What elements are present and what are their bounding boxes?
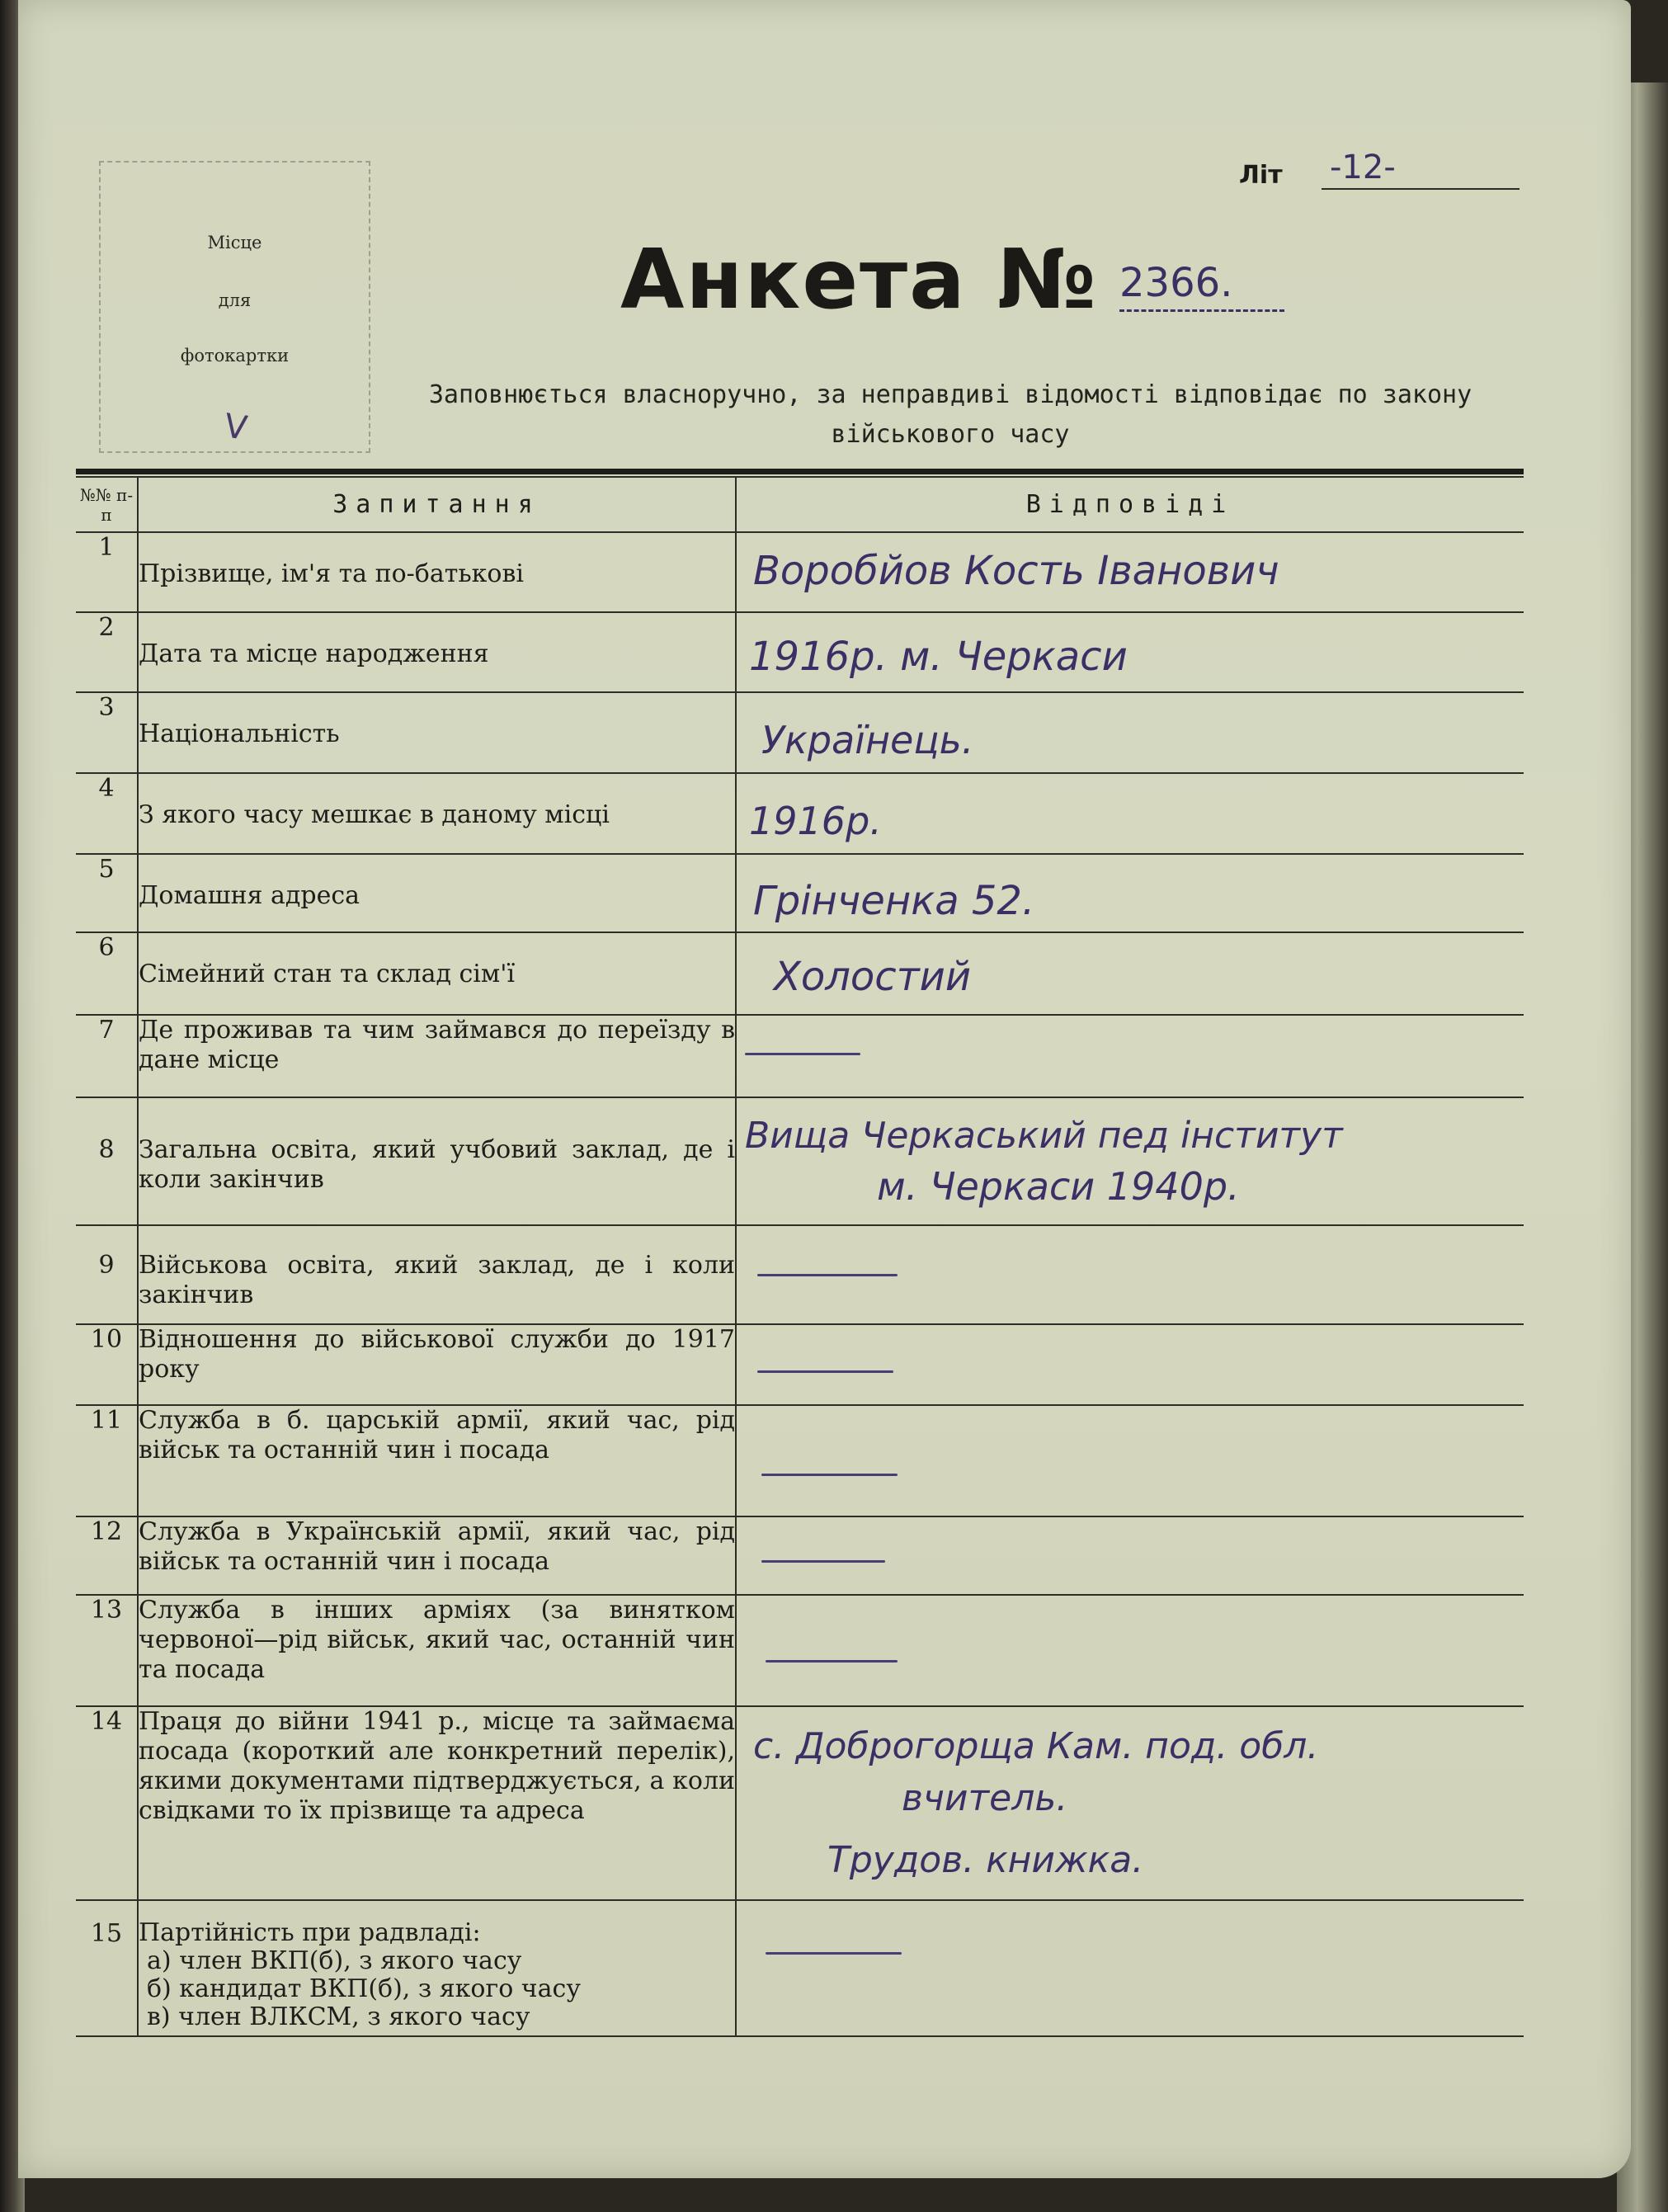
table-row (76, 1900, 1524, 2036)
column-header-answer: Відповіді (736, 477, 1524, 532)
table-row (76, 1015, 1524, 1097)
table-row (76, 773, 1524, 854)
party-question-a: а) член ВКП(б), з якого часу (147, 1946, 522, 1975)
row-answer (736, 773, 1524, 854)
row-answer (736, 854, 1524, 932)
table-row (76, 1706, 1524, 1900)
handwritten-answer[interactable]: Воробйов Кость Іванович (753, 548, 1279, 594)
row-number: 5 (76, 854, 138, 932)
handwritten-answer[interactable]: 1916р. (749, 799, 882, 843)
handwritten-check-mark: V (221, 407, 250, 448)
row-question: Сімейний стан та склад сім'ї (138, 932, 736, 1015)
table-row (76, 532, 1524, 612)
handwritten-dash (757, 1274, 898, 1276)
row-number: 9 (76, 1225, 138, 1324)
row-number: 14 (76, 1706, 138, 1900)
handwritten-dash (745, 1053, 860, 1055)
row-number: 1 (76, 532, 138, 612)
header-rule (76, 469, 1524, 474)
row-question: Домашня адреса (138, 854, 736, 932)
row-number: 15 (76, 1900, 138, 2036)
handwritten-dash (761, 1474, 898, 1476)
handwritten-answer[interactable]: Вища Черкаський пед інститут (745, 1115, 1343, 1157)
row-answer (736, 1405, 1524, 1516)
row-question: З якого часу мешкає в даному місці (138, 773, 736, 854)
photo-label-2: для (218, 290, 252, 310)
handwritten-answer[interactable]: Холостий (774, 954, 972, 1000)
table-row (76, 932, 1524, 1015)
row-question: Служба в Українській армії, який час, рід військ та останній чин і посада (138, 1516, 736, 1595)
table-row (76, 1516, 1524, 1595)
row-question: Прізвище, ім'я та по-батькові (138, 532, 736, 612)
row-answer (736, 612, 1524, 692)
handwritten-dash (766, 1952, 902, 1955)
column-header-number: №№ п-п (76, 477, 138, 532)
row-number: 8 (76, 1097, 138, 1225)
handwritten-answer[interactable]: 1916р. м. Черкаси (749, 634, 1128, 680)
sheet-number: -12- (1322, 149, 1520, 190)
handwritten-answer-line-2[interactable]: м. Черкаси 1940р. (877, 1164, 1240, 1209)
handwritten-dash (766, 1660, 898, 1663)
row-number: 2 (76, 612, 138, 692)
row-answer (736, 1015, 1524, 1097)
photo-label-3: фотокартки (180, 346, 290, 366)
row-answer (736, 932, 1524, 1015)
table-header-row (76, 477, 1524, 532)
row-number: 10 (76, 1324, 138, 1405)
row-answer (736, 1097, 1524, 1225)
form-number: 2366. (1119, 260, 1284, 312)
row-question: Загальна освіта, який учбовий заклад, де і коли закінчив (138, 1097, 736, 1225)
instruction-line-1: Заповнюється власноручно, за неправдиві відомості відповідає по закону (428, 380, 1472, 409)
table-row (76, 692, 1524, 773)
row-question: Національність (138, 692, 736, 773)
photo-label-1: Місце (207, 233, 262, 252)
row-answer (736, 1595, 1524, 1706)
handwritten-dash (761, 1560, 885, 1563)
row-answer (736, 1225, 1524, 1324)
row-answer (736, 1324, 1524, 1405)
row-question (138, 1900, 736, 2036)
row-number: 6 (76, 932, 138, 1015)
table-row (76, 854, 1524, 932)
table-row (76, 1405, 1524, 1516)
handwritten-answer[interactable]: Українець. (761, 718, 974, 762)
instruction-line-2: військового часу (831, 420, 1070, 449)
row-question: Де проживав та чим займався до переїзду в дане місце (138, 1015, 736, 1097)
row-number: 3 (76, 692, 138, 773)
column-header-question: Запитання (138, 477, 736, 532)
row-number: 7 (76, 1015, 138, 1097)
document-page (18, 0, 1631, 2178)
row-question: Служба в б. царській армії, який час, рід військ та останній чин і посада (138, 1405, 736, 1516)
sheet-label: Літ (1239, 161, 1283, 190)
table-row (76, 1595, 1524, 1706)
party-question: Партійність при радвладі: (139, 1918, 481, 1947)
row-answer (736, 532, 1524, 612)
row-question: Дата та місце народження (138, 612, 736, 692)
row-number: 11 (76, 1405, 138, 1516)
handwritten-answer[interactable]: Грінченка 52. (753, 878, 1035, 924)
row-question: Праця до війни 1941 р., місце та займаєма посада (короткий але конкретний перелік), якими документами підтверджується, а коли свідками то їх прізвище та адреса (138, 1706, 736, 1900)
row-answer (736, 692, 1524, 773)
handwritten-answer[interactable]: с. Доброгорща Кам. под. обл. (753, 1725, 1319, 1767)
row-number: 12 (76, 1516, 138, 1595)
table-row (76, 1324, 1524, 1405)
row-answer (736, 1900, 1524, 2036)
questionnaire-table (76, 476, 1524, 2037)
row-question: Служба в інших арміях (за винятком червоної—рід військ, який час, останній чин та посада (138, 1595, 736, 1706)
handwritten-answer-line-2[interactable]: вчитель. (902, 1777, 1068, 1819)
table-row (76, 612, 1524, 692)
row-number: 4 (76, 773, 138, 854)
form-title: Анкета № (620, 231, 1098, 328)
party-question-b: б) кандидат ВКП(б), з якого часу (147, 1974, 581, 2003)
handwritten-dash (757, 1370, 893, 1373)
form-instruction (398, 375, 1503, 455)
row-number: 13 (76, 1595, 138, 1706)
row-answer (736, 1706, 1524, 1900)
row-answer (736, 1516, 1524, 1595)
table-row (76, 1097, 1524, 1225)
row-question: Відношення до військової служби до 1917 року (138, 1324, 736, 1405)
table-row (76, 1225, 1524, 1324)
row-question: Військова освіта, який заклад, де і коли закінчив (138, 1225, 736, 1324)
party-question-c: в) член ВЛКСМ, з якого часу (147, 2002, 530, 2031)
handwritten-answer-line-3[interactable]: Трудов. книжка. (827, 1839, 1144, 1881)
